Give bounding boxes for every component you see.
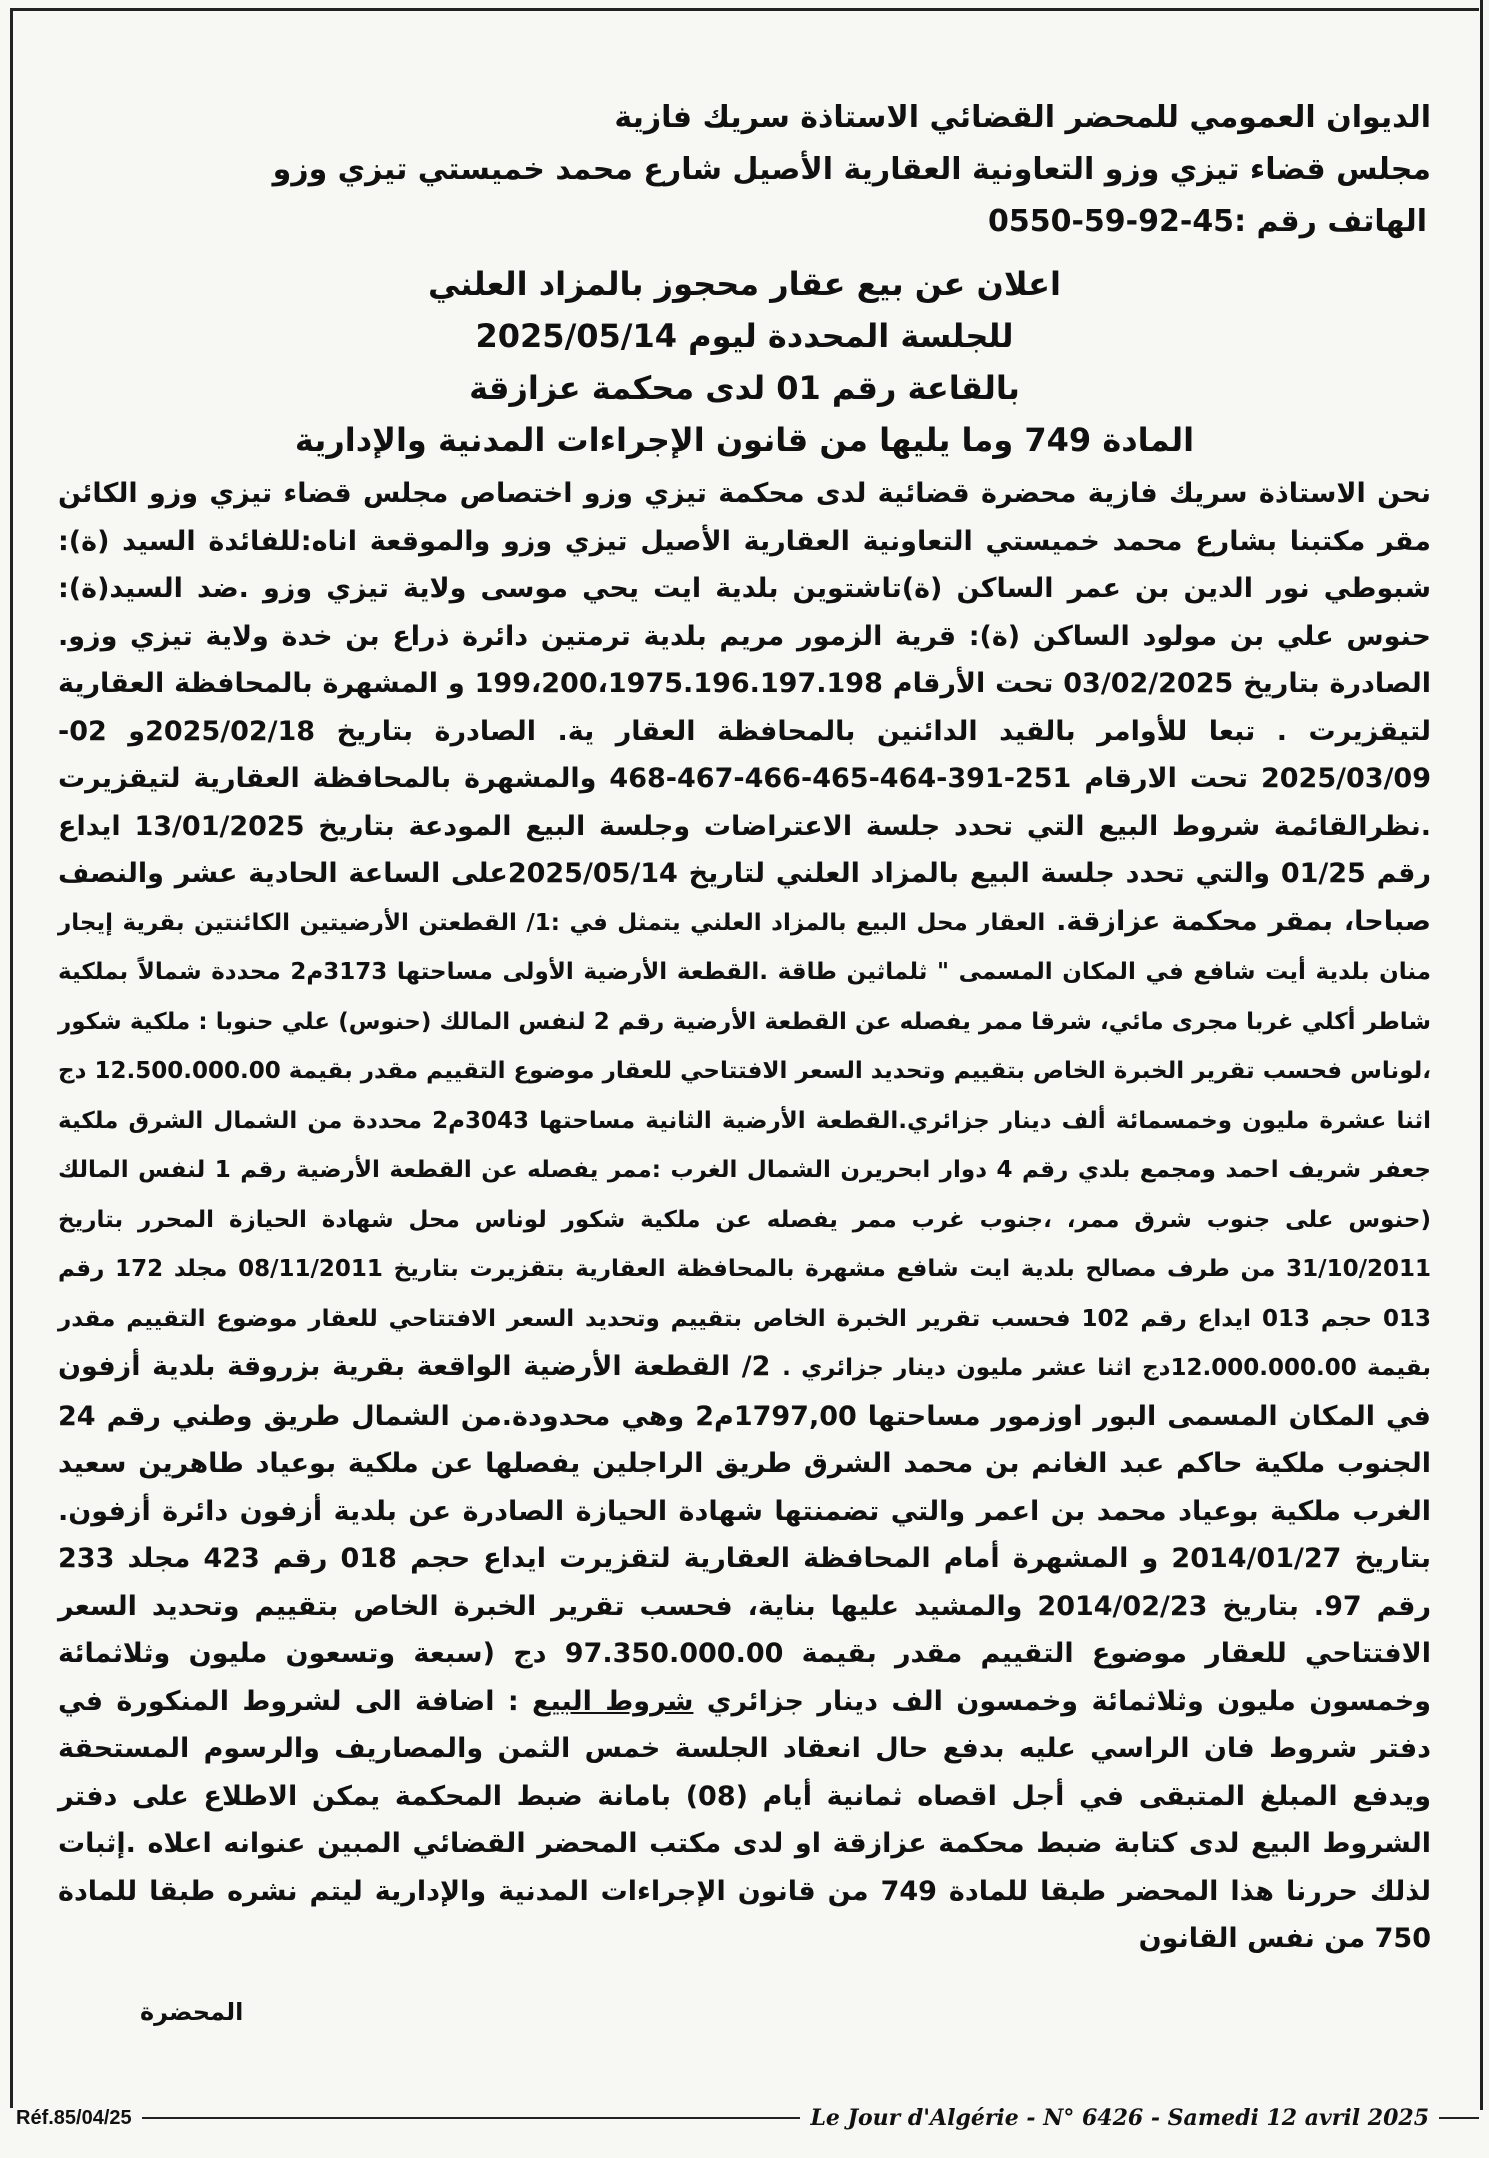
footer-publication: Le Jour d'Algérie - N° 6426 - Samedi 12 avril 2025 [810,2105,1429,2131]
office-name: الديوان العمومي للمحضر القضائي الاستاذة سريك فازية [614,100,1431,135]
announcement [58,92,1431,1963]
frame-left-border [10,8,13,2108]
signature: المحضرة [140,1998,244,2026]
office-phone: الهاتف رقم :45-92-59-0550 [987,204,1427,239]
terms-label: شروط البيع [532,1685,694,1717]
body-property-1: العقار محل البيع بالمزاد العلني يتمثل في :1/ القطعتن الأرضيتين الكائنتين بقرية إيجار منان بلدية أيت شافع في المكان المسمى " ثلماثين طاقة .القطعة الأرضية الأولى مساحتها 3173م2 محددة شمالاً بملكية شاطر أكلي غربا مجرى مائي، شرقا ممر يفصله عن القطعة الأرضية رقم 2 لنفس المالك (حنوس) علي حنوبا : ملكية شكور ،لوناس فحسب تقرير الخبرة الخاص بتقييم وتحديد السعر الافتتاحي للعقار موضوع التقييم مقدر بقيمة 12.500.000.00 دج اثنا عشرة مليون وخمسمائة ألف دينار جزائري.القطعة الأرضية الثانية مساحتها 3043م2 محددة من الشمال الشرق ملكية جعفر شريف احمد ومجمع بلدي رقم 4 دوار ابحريرن الشمال الغرب :ممر يفصله عن القطعة الأرضية رقم 1 لنفس المالك (حنوس على جنوب شرق ممر، ،جنوب غرب ممر يفصله عن ملكية شكور لوناس محل شهادة الحيازة المحرر بتاريخ 31/10/2011 من طرف مصالح بلدية ايت شافع مشهرة بالمحافظة العقارية بتقزيرت بتاريخ 08/11/2011 مجلد 172 رقم 013 حجم 013 ايداع رقم 102 فحسب تقرير الخبرة الخاص بتقييم وتحديد السعر الافتتاحي للعقار موضوع التقييم مقدر بقيمة 12.000.000.00دج اثنا عشر مليون دينار جزائري . [58,909,1432,1381]
body-paragraph-1 [58,470,1431,1963]
office-address: مجلس قضاء تيزي وزو التعاونية العقارية الأصيل شارع محمد خميستي تيزي وزو [272,152,1431,187]
footer-rule-end [1439,2117,1479,2119]
footer-rule [142,2117,801,2119]
body-property-2: 2/ القطعة الأرضية الواقعة بقرية بزروقة بلدية أزفون في المكان المسمى البور اوزمور مساحتها 1797,00م2 وهي محدودة.من الشمال طريق وطني رقم 24 الجنوب ملكية حاكم عبد الغانم بن محمد الشرق طريق الراجلين يفصلها عن ملكية بوعياد طاهرين سعيد الغرب ملكية بوعياد محمد بن اعمر والتي تضمنتها شهادة الحيازة الصادرة عن بلدية أزفون دائرة أزفون. بتاريخ 2014/01/27 و المشهرة أمام المحافظة العقارية لتقزيرت ايداع حجم 018 رقم 423 مجلد 233 رقم 97. بتاريخ 2014/02/23 والمشيد عليها بناية، فحسب تقرير الخبرة الخاص بتقييم وتحديد السعر الافتتاحي للعقار موضوع التقييم مقدر بقيمة 97.350.000.00 دج (سبعة وتسعون مليون وثلاثمائة وخمسون مليون وثلاثمائة وخمسون الف دينار جزائري [58,1351,1432,1717]
body-terms: : اضافة الى لشروط المنكورة في دفتر شروط فان الراسي عليه بدفع حال انعقاد الجلسة خمس الثمن والمصاريف والرسوم المستحقة ويدفع المبلغ المتبقى في أجل اقصاه ثمانية أيام (08) بامانة ضبط المحكمة يمكن الاطلاع على دفتر الشروط البيع لدى كتابة ضبط محكمة عزازقة او لدى مكتب المحضر القضائي المبين عنوانه اعلاه .إثبات لذلك حررنا هذا المحضر طبقا للمادة 749 من قانون الإجراءات المدنية والإدارية ليتم نشره طبقا للمادة 750 من نفس القانون [58,1685,1432,1954]
title-session-date: للجلسة المحددة ليوم 2025/05/14 [475,317,1014,355]
title-main: اعلان عن بيع عقار محجوز بالمزاد العلني [428,265,1061,303]
title-block [58,258,1431,466]
page-footer [10,2098,1479,2138]
title-legal-article: المادة 749 وما يليها من قانون الإجراءات المدنية والإدارية [294,421,1195,459]
body-intro: نحن الاستاذة سريك فازية محضرة قضائية لدى محكمة تيزي وزو اختصاص مجلس قضاء تيزي وزو الكائن مقر مكتبنا بشارع محمد خميستي التعاونية العقارية الأصيل تيزي وزو والموقعة اناه:للفائدة السيد (ة): شبوطي نور الدين بن عمر الساكن (ة)تاشتوين بلدية ايت يحي موسى ولاية تيزي وزو .ضد السيد(ة): حنوس علي بن مولود الساكن (ة): قرية الزمور مريم بلدية ترمتين دائرة ذراع بن خدة ولاية تيزي وزو. الصادرة بتاريخ 03/02/2025 تحت الأرقام 199،200،1975.196.197.198 و المشهرة بالمحافظة العقارية لتيقزيرت . تبعا للأوامر بالقيد الدائنين بالمحافظة العقار ية. الصادرة بتاريخ 2025/02/18و 02-2025/03/09 تحت الارقام 251-391-464-465-466-467-468 والمشهرة بالمحافظة العقارية لتيقزيرت .نظرالقائمة شروط البيع التي تحدد جلسة الاعتراضات وجلسة البيع المودعة بتاريخ 13/01/2025 ايداع رقم 01/25 والتي تحدد جلسة البيع بالمزاد العلني لتاريخ 2025/05/14على الساعة الحادية عشر والنصف صباحا، بمقر محكمة عزازقة. [58,478,1432,937]
frame-right-border [1480,0,1483,2110]
footer-reference: Réf.85/04/25 [16,2106,132,2129]
title-room: بالقاعة رقم 01 لدى محكمة عزازقة [469,369,1020,407]
